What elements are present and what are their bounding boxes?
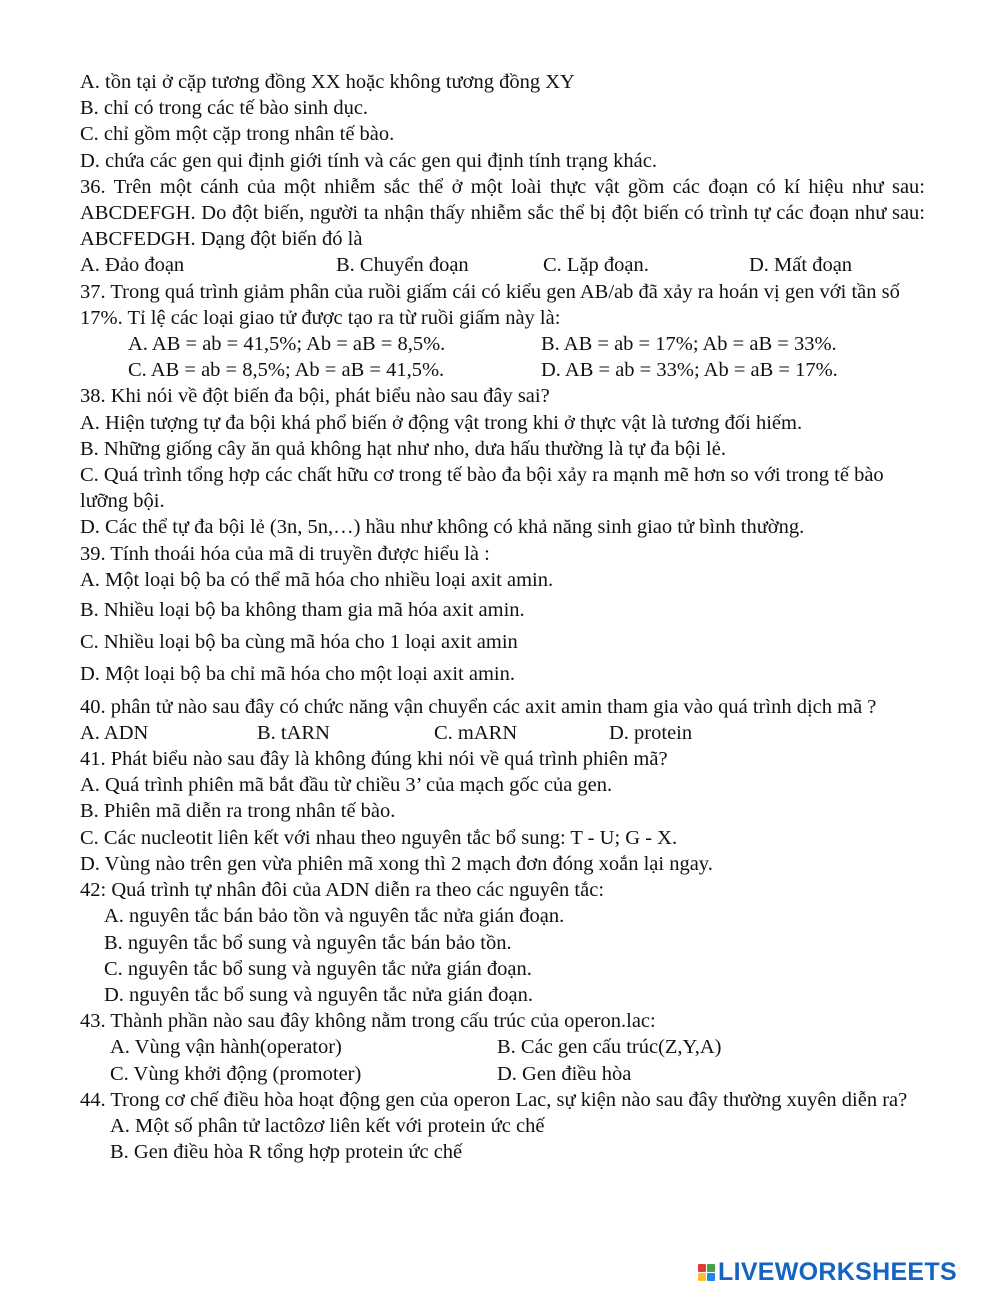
q40-option-d: D. protein [609, 721, 693, 744]
q42-option-c: C. nguyên tắc bổ sung và nguyên tắc nửa gián đoạn. [104, 957, 532, 980]
question-41: 41. Phát biểu nào sau đây là không đúng khi nói về quá trình phiên mã? [80, 748, 668, 771]
q43-options-row2 [80, 1061, 925, 1087]
question-44: 44. Trong cơ chế điều hòa hoạt động gen của operon Lac, sự kiện nào sau đây thường xuyên diễn ra? [80, 1088, 908, 1111]
q41-option-c: C. Các nucleotit liên kết với nhau theo nguyên tắc bổ sung: T - U; G - X. [80, 826, 678, 849]
logo-square-green [707, 1264, 715, 1272]
q36-option-c: C. Lặp đoạn. [543, 254, 649, 277]
q40-options [80, 720, 925, 746]
q44-option-b: B. Gen điều hòa R tổng hợp protein ức chế [110, 1141, 463, 1164]
liveworksheets-logo [698, 1258, 957, 1287]
logo-square-blue [707, 1273, 715, 1281]
q40-option-b: B. tARN [257, 721, 330, 744]
q44-option-a: A. Một số phân tử lactôzơ liên kết với protein ức chế [110, 1114, 545, 1137]
q42-option-a: A. nguyên tắc bán bảo tồn và nguyên tắc nửa gián đoạn. [104, 905, 565, 928]
q37-option-d: D. AB = ab = 33%; Ab = aB = 17%. [541, 359, 838, 382]
liveworksheets-logo-icon [698, 1264, 715, 1281]
q39-option-a: A. Một loại bộ ba có thể mã hóa cho nhiều loại axit amin. [80, 568, 554, 591]
q42-option-b: B. nguyên tắc bổ sung và nguyên tắc bán bảo tồn. [104, 931, 512, 954]
logo-square-yellow [698, 1273, 706, 1281]
q38-option-a: A. Hiện tượng tự đa bội khá phổ biến ở động vật trong khi ở thực vật là tương đối hiếm. [80, 411, 803, 434]
q41-option-b: B. Phiên mã diễn ra trong nhân tế bào. [80, 800, 396, 823]
question-39: 39. Tính thoái hóa của mã di truyền được hiểu là : [80, 542, 490, 565]
q42-option-d: D. nguyên tắc bổ sung và nguyên tắc nửa gián đoạn. [104, 983, 533, 1006]
question-37: 37. Trong quá trình giảm phân của ruồi giấm cái có kiểu gen AB/ab đã xảy ra hoán vị gen với tần số 17%. Tỉ lệ các loại giao tử được tạo ra từ ruồi giấm này là: [80, 280, 900, 329]
q43-option-c: C. Vùng khởi động (promoter) [110, 1062, 362, 1085]
q35-option-b: B. chỉ có trong các tế bào sinh dục. [80, 97, 369, 120]
q43-options-row1 [80, 1034, 925, 1060]
q37-option-c: C. AB = ab = 8,5%; Ab = aB = 41,5%. [128, 359, 445, 382]
q41-option-a: A. Quá trình phiên mã bắt đầu từ chiều 3’ của mạch gốc của gen. [80, 774, 613, 797]
q36-option-d: D. Mất đoạn [749, 254, 853, 277]
q41-option-d: D. Vùng nào trên gen vừa phiên mã xong thì 2 mạch đơn đóng xoắn lại ngay. [80, 852, 713, 875]
q43-option-d: D. Gen điều hòa [497, 1062, 632, 1085]
q39-option-c: C. Nhiều loại bộ ba cùng mã hóa cho 1 loại axit amin [80, 631, 518, 654]
question-36: 36. Trên một cánh của một nhiễm sắc thể ở một loài thực vật gồm các đoạn có kí hiệu như sau: ABCDEFGH. Do đột biến, người ta nhận thấy nhiễm sắc thể bị đột biến có trình tự các đoạn như sau: ABCFEDGH. Dạng đột biến đó là [80, 175, 925, 251]
q39-option-b: B. Nhiều loại bộ ba không tham gia mã hóa axit amin. [80, 599, 525, 622]
logo-text: LIVEWORKSHEETS [718, 1258, 957, 1286]
question-40: 40. phân tử nào sau đây có chức năng vận chuyển các axit amin tham gia vào quá trình dịch mã ? [80, 695, 877, 718]
q43-option-b: B. Các gen cấu trúc(Z,Y,A) [497, 1036, 722, 1059]
q37-options-row2 [80, 357, 925, 383]
question-38: 38. Khi nói về đột biến đa bội, phát biểu nào sau đây sai? [80, 385, 550, 408]
q36-option-b: B. Chuyển đoạn [336, 254, 469, 277]
q37-option-a: A. AB = ab = 41,5%; Ab = aB = 8,5%. [128, 333, 446, 356]
q38-option-c: C. Quá trình tổng hợp các chất hữu cơ trong tế bào đa bội xảy ra mạnh mẽ hơn so với trong tế bào lưỡng bội. [80, 464, 884, 513]
q38-option-d: D. Các thể tự đa bội lẻ (3n, 5n,…) hầu như không có khả năng sinh giao tử bình thường. [80, 516, 805, 539]
q37-option-b: B. AB = ab = 17%; Ab = aB = 33%. [541, 333, 837, 356]
q37-options-row1 [80, 331, 925, 357]
logo-square-red [698, 1264, 706, 1272]
q36-options [80, 252, 925, 278]
q35-option-a: A. tồn tại ở cặp tương đồng XX hoặc không tương đồng XY [80, 71, 575, 93]
q40-option-c: C. mARN [434, 721, 518, 744]
q35-option-c: C. chỉ gồm một cặp trong nhân tế bào. [80, 123, 395, 146]
worksheet-page [80, 69, 925, 1165]
q43-option-a: A. Vùng vận hành(operator) [110, 1036, 342, 1059]
q36-option-a: A. Đảo đoạn [80, 254, 185, 277]
q40-option-a: A. ADN [80, 721, 149, 744]
q35-option-d: D. chứa các gen qui định giới tính và các gen qui định tính trạng khác. [80, 149, 657, 172]
question-42: 42: Quá trình tự nhân đôi của ADN diễn ra theo các nguyên tắc: [80, 879, 605, 902]
q38-option-b: B. Những giống cây ăn quả không hạt như nho, dưa hấu thường là tự đa bội lẻ. [80, 437, 726, 460]
q39-option-d: D. Một loại bộ ba chỉ mã hóa cho một loại axit amin. [80, 663, 515, 686]
question-43: 43. Thành phần nào sau đây không nằm trong cấu trúc của operon.lac: [80, 1010, 656, 1033]
